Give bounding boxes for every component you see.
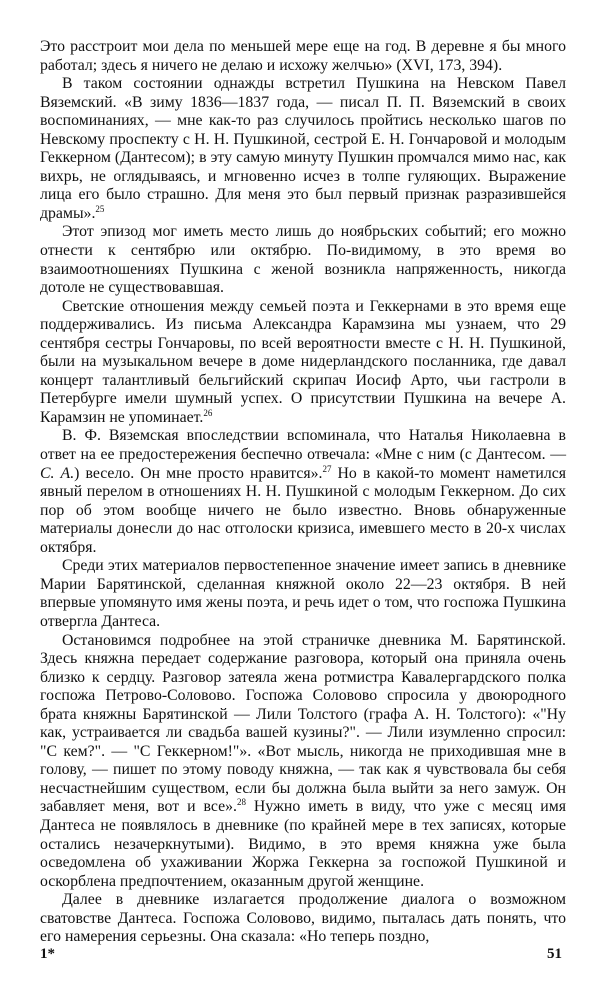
text-run: Остановимся подробнее на этой страничке дневника М. Барятинской. Здесь княжна передает содержание разговора, который она приняла очень близко к сердцу. Разговор затеяла жена ротмистра Кавалергардского полка госпожа Петрово-Соловово. Госпожа Соловово спросила у двоюродного брата княжны Барятинской — Лили Толстого (графа А. Н. Толстого): «"Ну как, устраивается ли свадьба вашей кузины?". — Лили изумленно спросил: "С кем?". — "С Геккерном!"». «Вот мысль, никогда не приходившая мне в голову, — пишет по этому поводу княжна, — так как я чувствовала бы себя несчастнейшим существом, если бы должна была выйти за него замуж. Он забавляет меня, вот и все». [40, 631, 566, 816]
paragraph-2 [40, 223, 566, 297]
text-run: В таком состоянии однажды встретил Пушкина на Невском Павел Вяземский. «В зиму 1836—1837 года, — писал П. П. Вяземский в своих воспоминаниях, — мне как-то раз случилось пройтись несколько шагов по Невскому проспекту с Н. Н. Пушкиной, сестрой Е. Н. Гончаровой и молодым Геккерном (Дантесом); в эту самую минуту Пушкин промчался мимо нас, как вихрь, не оглядываясь, и мгновенно исчез в толпе гуляющих. Выражение лица его было страшно. Для меня это был первый признак разразившейся драмы». [40, 75, 566, 222]
paragraph-3 [40, 298, 566, 428]
paragraph-1 [40, 75, 566, 223]
text-run: Это расстроит мои дела по меньшей мере еще на год. В деревне я бы много работал; здесь я ничего не делаю и исхожу желчью» (XVI, 173, 394). [40, 38, 566, 74]
text-run: Этот эпизод мог иметь место лишь до ноябрьских событий; его можно отнести к сентябрю или октябрю. По-видимому, в это время во взаимоотношениях Пушкина с женой возникла напряженность, никогда дотоле не существовавшая. [40, 223, 566, 297]
text-run: Среди этих материалов первостепенное значение имеет запись в дневнике Марии Барятинской, сделанная княжной около 22—23 октября. В ней впервые упомянуто имя жены поэта, и речь идет о том, что госпожа Пушкина отвергла Дантеса. [40, 557, 566, 630]
page-footer [40, 946, 566, 968]
paragraph-5 [40, 557, 566, 631]
footnote-ref: 25 [95, 203, 105, 214]
printer-signature-mark: 1* [40, 946, 55, 962]
text-run: Но в какой-то момент наметился явный перелом в отношениях Н. Н. Пушкиной с молодым Геккерном. До сих пор об этом вообще ничего не было известно. Вновь обнаруженные материалы донесли до нас отголоски кризиса, имевшего место в 20-х числах октября. [40, 464, 566, 556]
paragraph-0 [40, 38, 566, 75]
book-page-body [40, 38, 566, 947]
text-run: Светские отношения между семьей поэта и Геккернами в это время еще поддерживались. Из письма Александра Карамзина мы узнаем, что 29 сентября сестры Гончаровы, по всей вероятности вместе с Н. Н. Пушкиной, были на музыкальном вечере в доме нидерландского посланника, где давал концерт талантливый бельгийский скрипач Иосиф Арто, чьи гастроли в Петербурге имели шумный успех. О присутствии Пушкина на вечере А. Карамзин не упоминает. [40, 297, 566, 426]
paragraph-4 [40, 427, 566, 557]
footnote-ref: 28 [236, 797, 246, 808]
text-run: Далее в дневнике излагается продолжение диалога о возможном сватовстве Дантеса. Госпожа Соловово, видимо, пыталась дать понять, что его намерения серьезны. Она сказала: «Но теперь поздно, [40, 891, 566, 946]
text-run: ) весело. Он мне просто нравится». [74, 464, 323, 482]
paragraph-6 [40, 632, 566, 892]
footnote-ref: 26 [203, 407, 213, 418]
paragraph-7 [40, 891, 566, 947]
footnote-ref: 27 [322, 463, 332, 474]
text-run: Нужно иметь в виду, что уже с месяц имя Дантеса не появлялось в дневнике (по крайней мере в тех записях, которые остались незачеркнутыми). Видимо, в это время княжна уже была осведомлена об ухаживании Жоржа Геккерна за госпожой Пушкиной и оскорблена предпочтением, оказанным другой женщине. [40, 798, 566, 890]
text-run: В. Ф. Вяземская впоследствии вспоминала, что Наталья Николаевна в ответ на ее предостережения беспечно отвечала: «Мне с ним (с Дантесом. — [40, 427, 566, 464]
page-number: 51 [547, 946, 562, 962]
italic-initials: С. А. [40, 464, 75, 482]
